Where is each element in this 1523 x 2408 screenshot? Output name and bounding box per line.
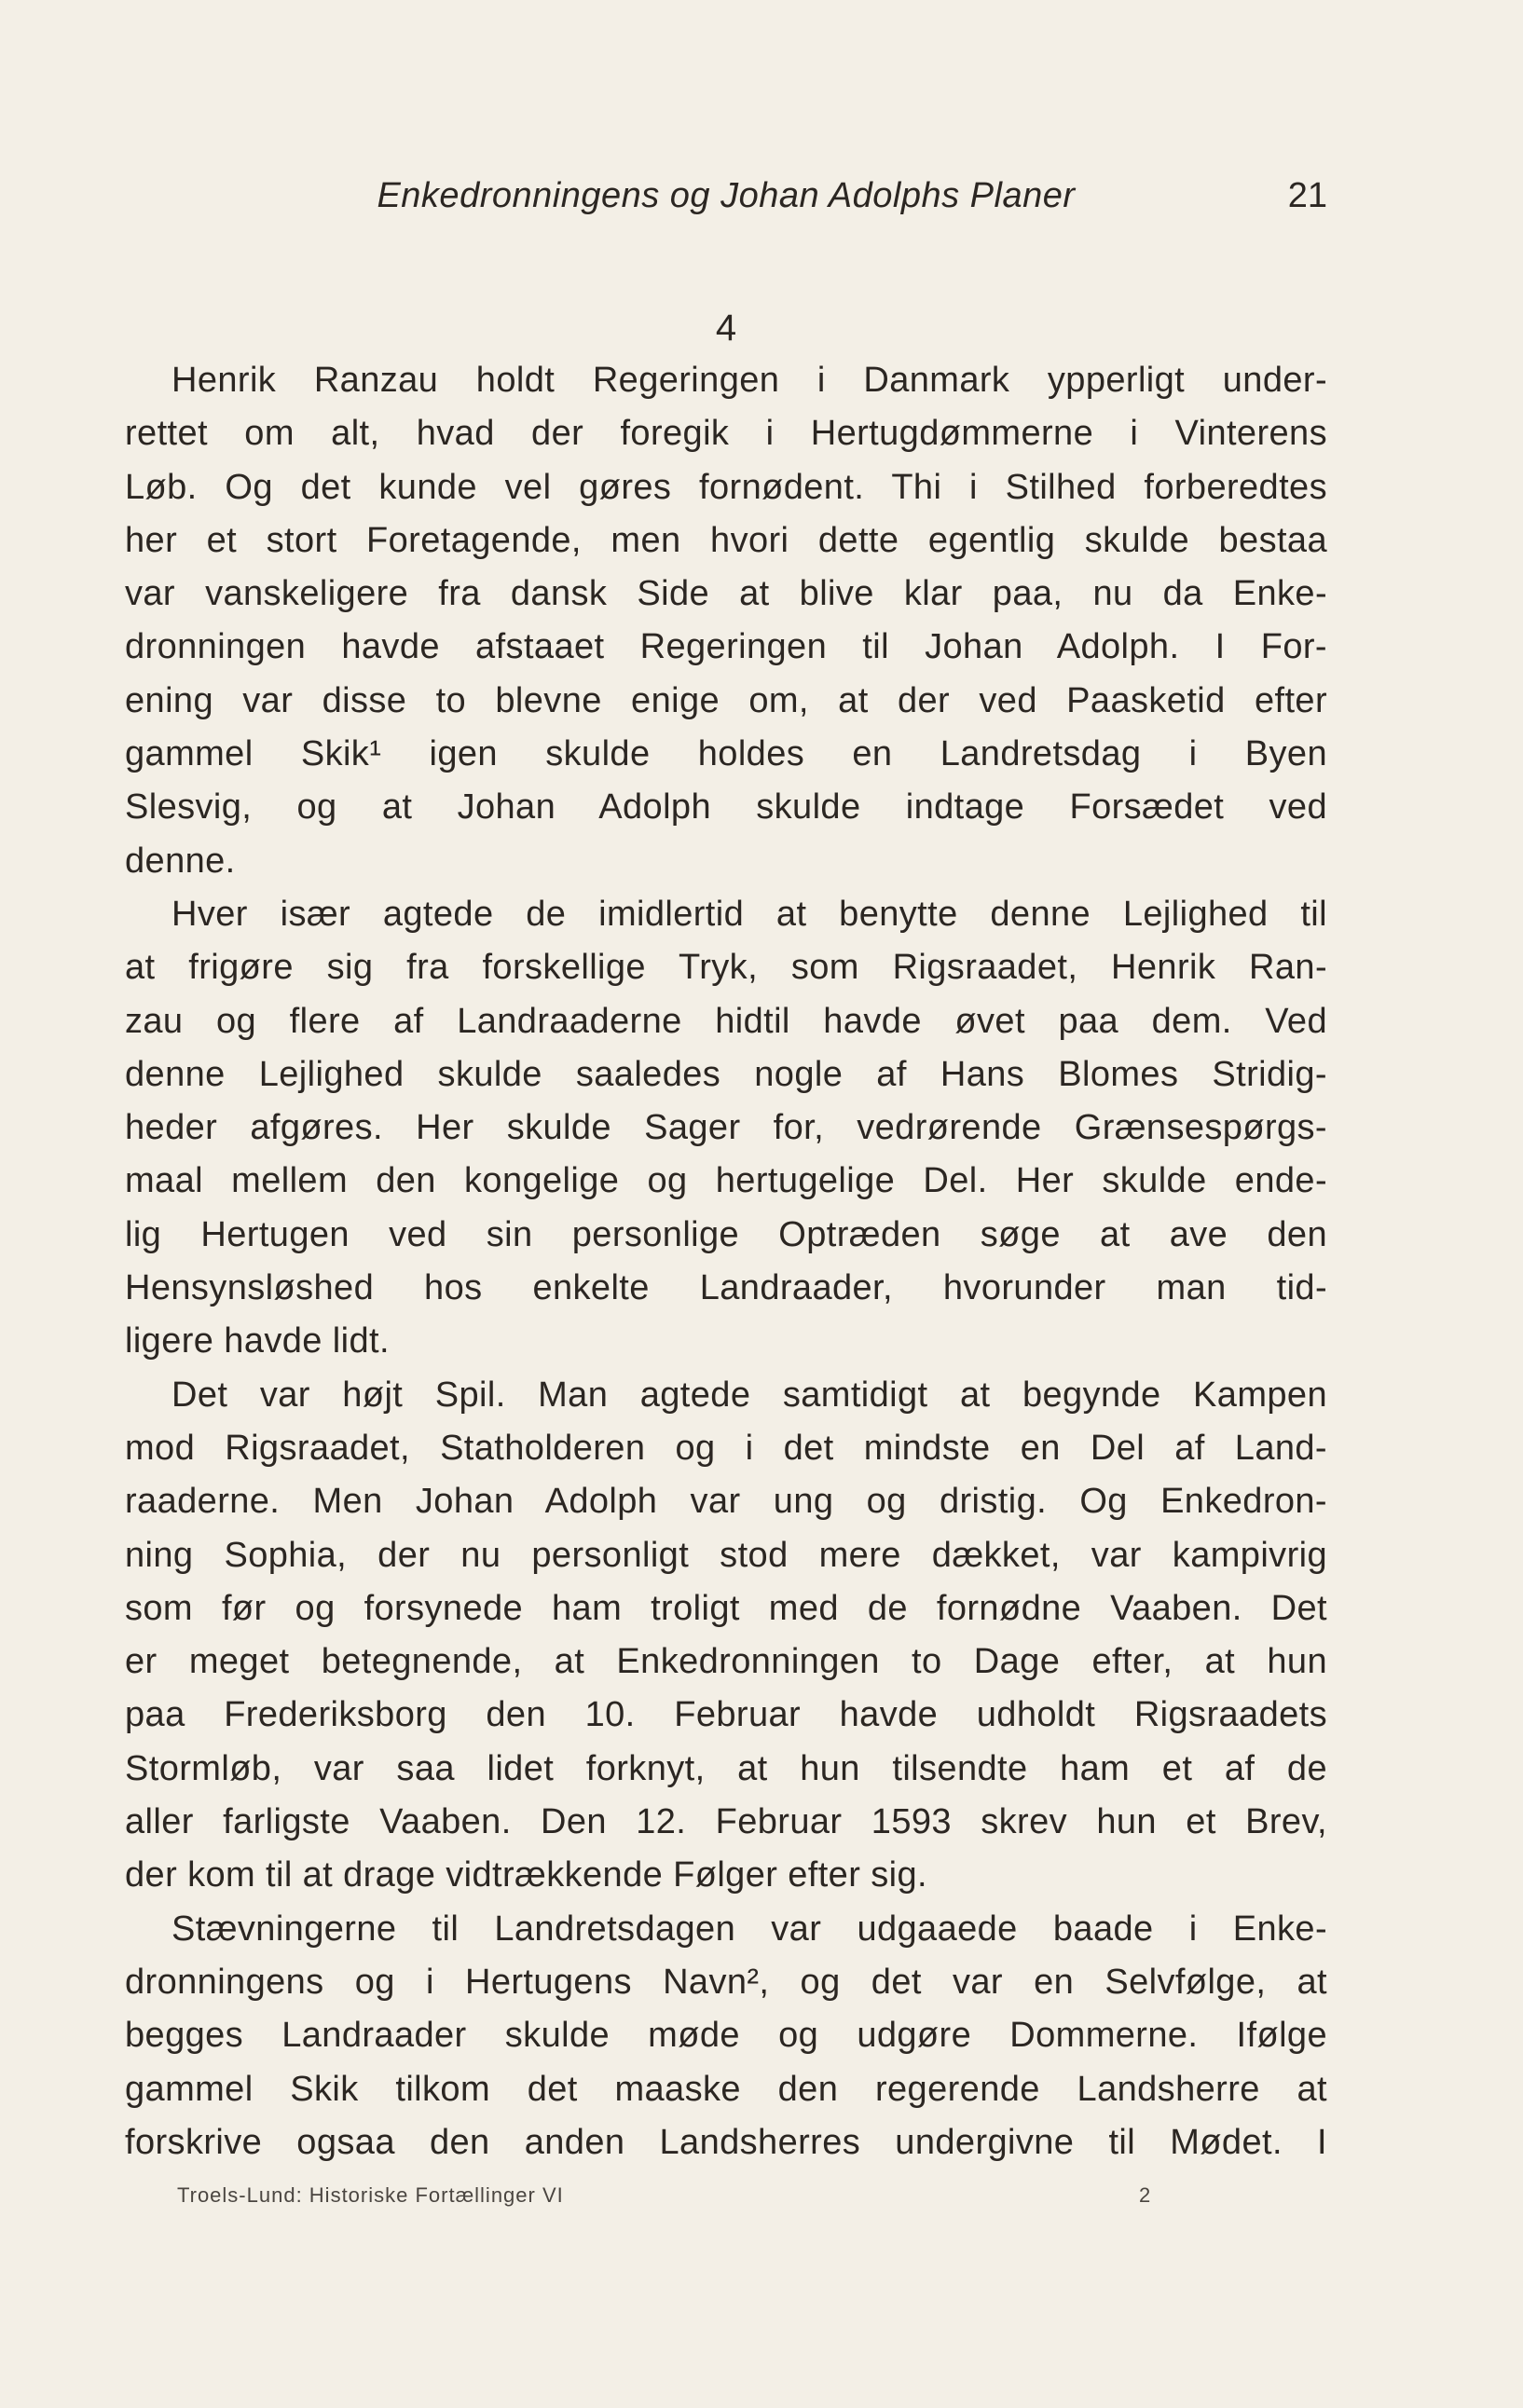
text-line: der kom til at drage vidtrækkende Følger efter sig. xyxy=(125,1855,927,1895)
text-line: denne. xyxy=(125,841,236,881)
text-line: dronningens og i Hertugens Navn², og det var en Selvfølge, at xyxy=(125,1962,1327,2002)
text-line: raaderne. Men Johan Adolph var ung og dristig. Og Enkedron- xyxy=(125,1482,1327,1522)
text-line: Løb. Og det kunde vel gøres fornødent. Thi i Stilhed forberedtes xyxy=(125,467,1327,507)
text-line: Hver især agtede de imidlertid at benytte denne Lejlighed til xyxy=(172,894,1327,934)
text-line: lig Hertugen ved sin personlige Optræden søge at ave den xyxy=(125,1214,1327,1254)
text-line: gammel Skik tilkom det maaske den regerende Landsherre at xyxy=(125,2069,1327,2109)
text-line: paa Frederiksborg den 10. Februar havde udholdt Rigsraadets xyxy=(125,1695,1327,1735)
text-line: ligere havde lidt. xyxy=(125,1321,390,1361)
page-number: 21 xyxy=(1287,176,1327,215)
text-line: som før og forsynede ham troligt med de fornødne Vaaben. Det xyxy=(125,1588,1327,1628)
text-line: dronningen havde afstaaet Regeringen til Johan Adolph. I For- xyxy=(125,627,1327,667)
text-body xyxy=(125,354,1327,2169)
text-line: heder afgøres. Her skulde Sager for, vedrørende Grænsespørgs- xyxy=(125,1108,1327,1148)
text-line: Slesvig, og at Johan Adolph skulde indtage Forsædet ved xyxy=(125,787,1327,828)
text-line: maal mellem den kongelige og hertugelige Del. Her skulde ende- xyxy=(125,1161,1327,1201)
running-head xyxy=(125,168,1327,224)
text-line: aller farligste Vaaben. Den 12. Februar 1593 skrev hun et Brev, xyxy=(125,1802,1327,1842)
section-number: 4 xyxy=(715,308,737,349)
text-line: denne Lejlighed skulde saaledes nogle af Hans Blomes Stridig- xyxy=(125,1054,1327,1094)
text-line: begges Landraader skulde møde og udgøre Dommerne. Ifølge xyxy=(125,2016,1327,2056)
text-line: Stævningerne til Landretsdagen var udgaaede baade i Enke- xyxy=(172,1909,1327,1949)
running-title: Enkedronningens og Johan Adolphs Planer xyxy=(377,176,1076,215)
text-line: mod Rigsraadet, Statholderen og i det mindste en Del af Land- xyxy=(125,1428,1327,1468)
footer xyxy=(125,2177,1327,2214)
text-line: Stormløb, var saa lidet forknyt, at hun tilsendte ham et af de xyxy=(125,1748,1327,1788)
text-line: Henrik Ranzau holdt Regeringen i Danmark ypperligt under- xyxy=(172,361,1327,400)
text-line: Det var højt Spil. Man agtede samtidigt at begynde Kampen xyxy=(172,1375,1327,1415)
text-line: er meget betegnende, at Enkedronningen to Dage efter, at hun xyxy=(125,1642,1327,1682)
text-line: forskrive ogsaa den anden Landsherres undergivne til Mødet. I xyxy=(125,2122,1327,2162)
text-line: her et stort Foretagende, men hvori dette egentlig skulde bestaa xyxy=(125,520,1327,560)
text-line: ening var disse to blevne enige om, at der ved Paasketid efter xyxy=(125,680,1327,720)
text-line: var vanskeligere fra dansk Side at blive klar paa, nu da Enke- xyxy=(125,574,1327,614)
text-line: ning Sophia, der nu personligt stod mere dækket, var kampivrig xyxy=(125,1535,1327,1575)
signature-number: 2 xyxy=(1139,2183,1151,2207)
signature-mark: Troels-Lund: Historiske Fortællinger VI xyxy=(177,2183,564,2207)
text-line: zau og flere af Landraaderne hidtil havde øvet paa dem. Ved xyxy=(125,1001,1327,1041)
text-line: at frigøre sig fra forskellige Tryk, som Rigsraadet, Henrik Ran- xyxy=(125,948,1327,988)
text-line: rettet om alt, hvad der foregik i Hertugdømmerne i Vinterens xyxy=(125,414,1327,454)
text-line: Hensynsløshed hos enkelte Landraader, hvorunder man tid- xyxy=(125,1268,1327,1308)
text-line: gammel Skik¹ igen skulde holdes en Landretsdag i Byen xyxy=(125,734,1327,774)
